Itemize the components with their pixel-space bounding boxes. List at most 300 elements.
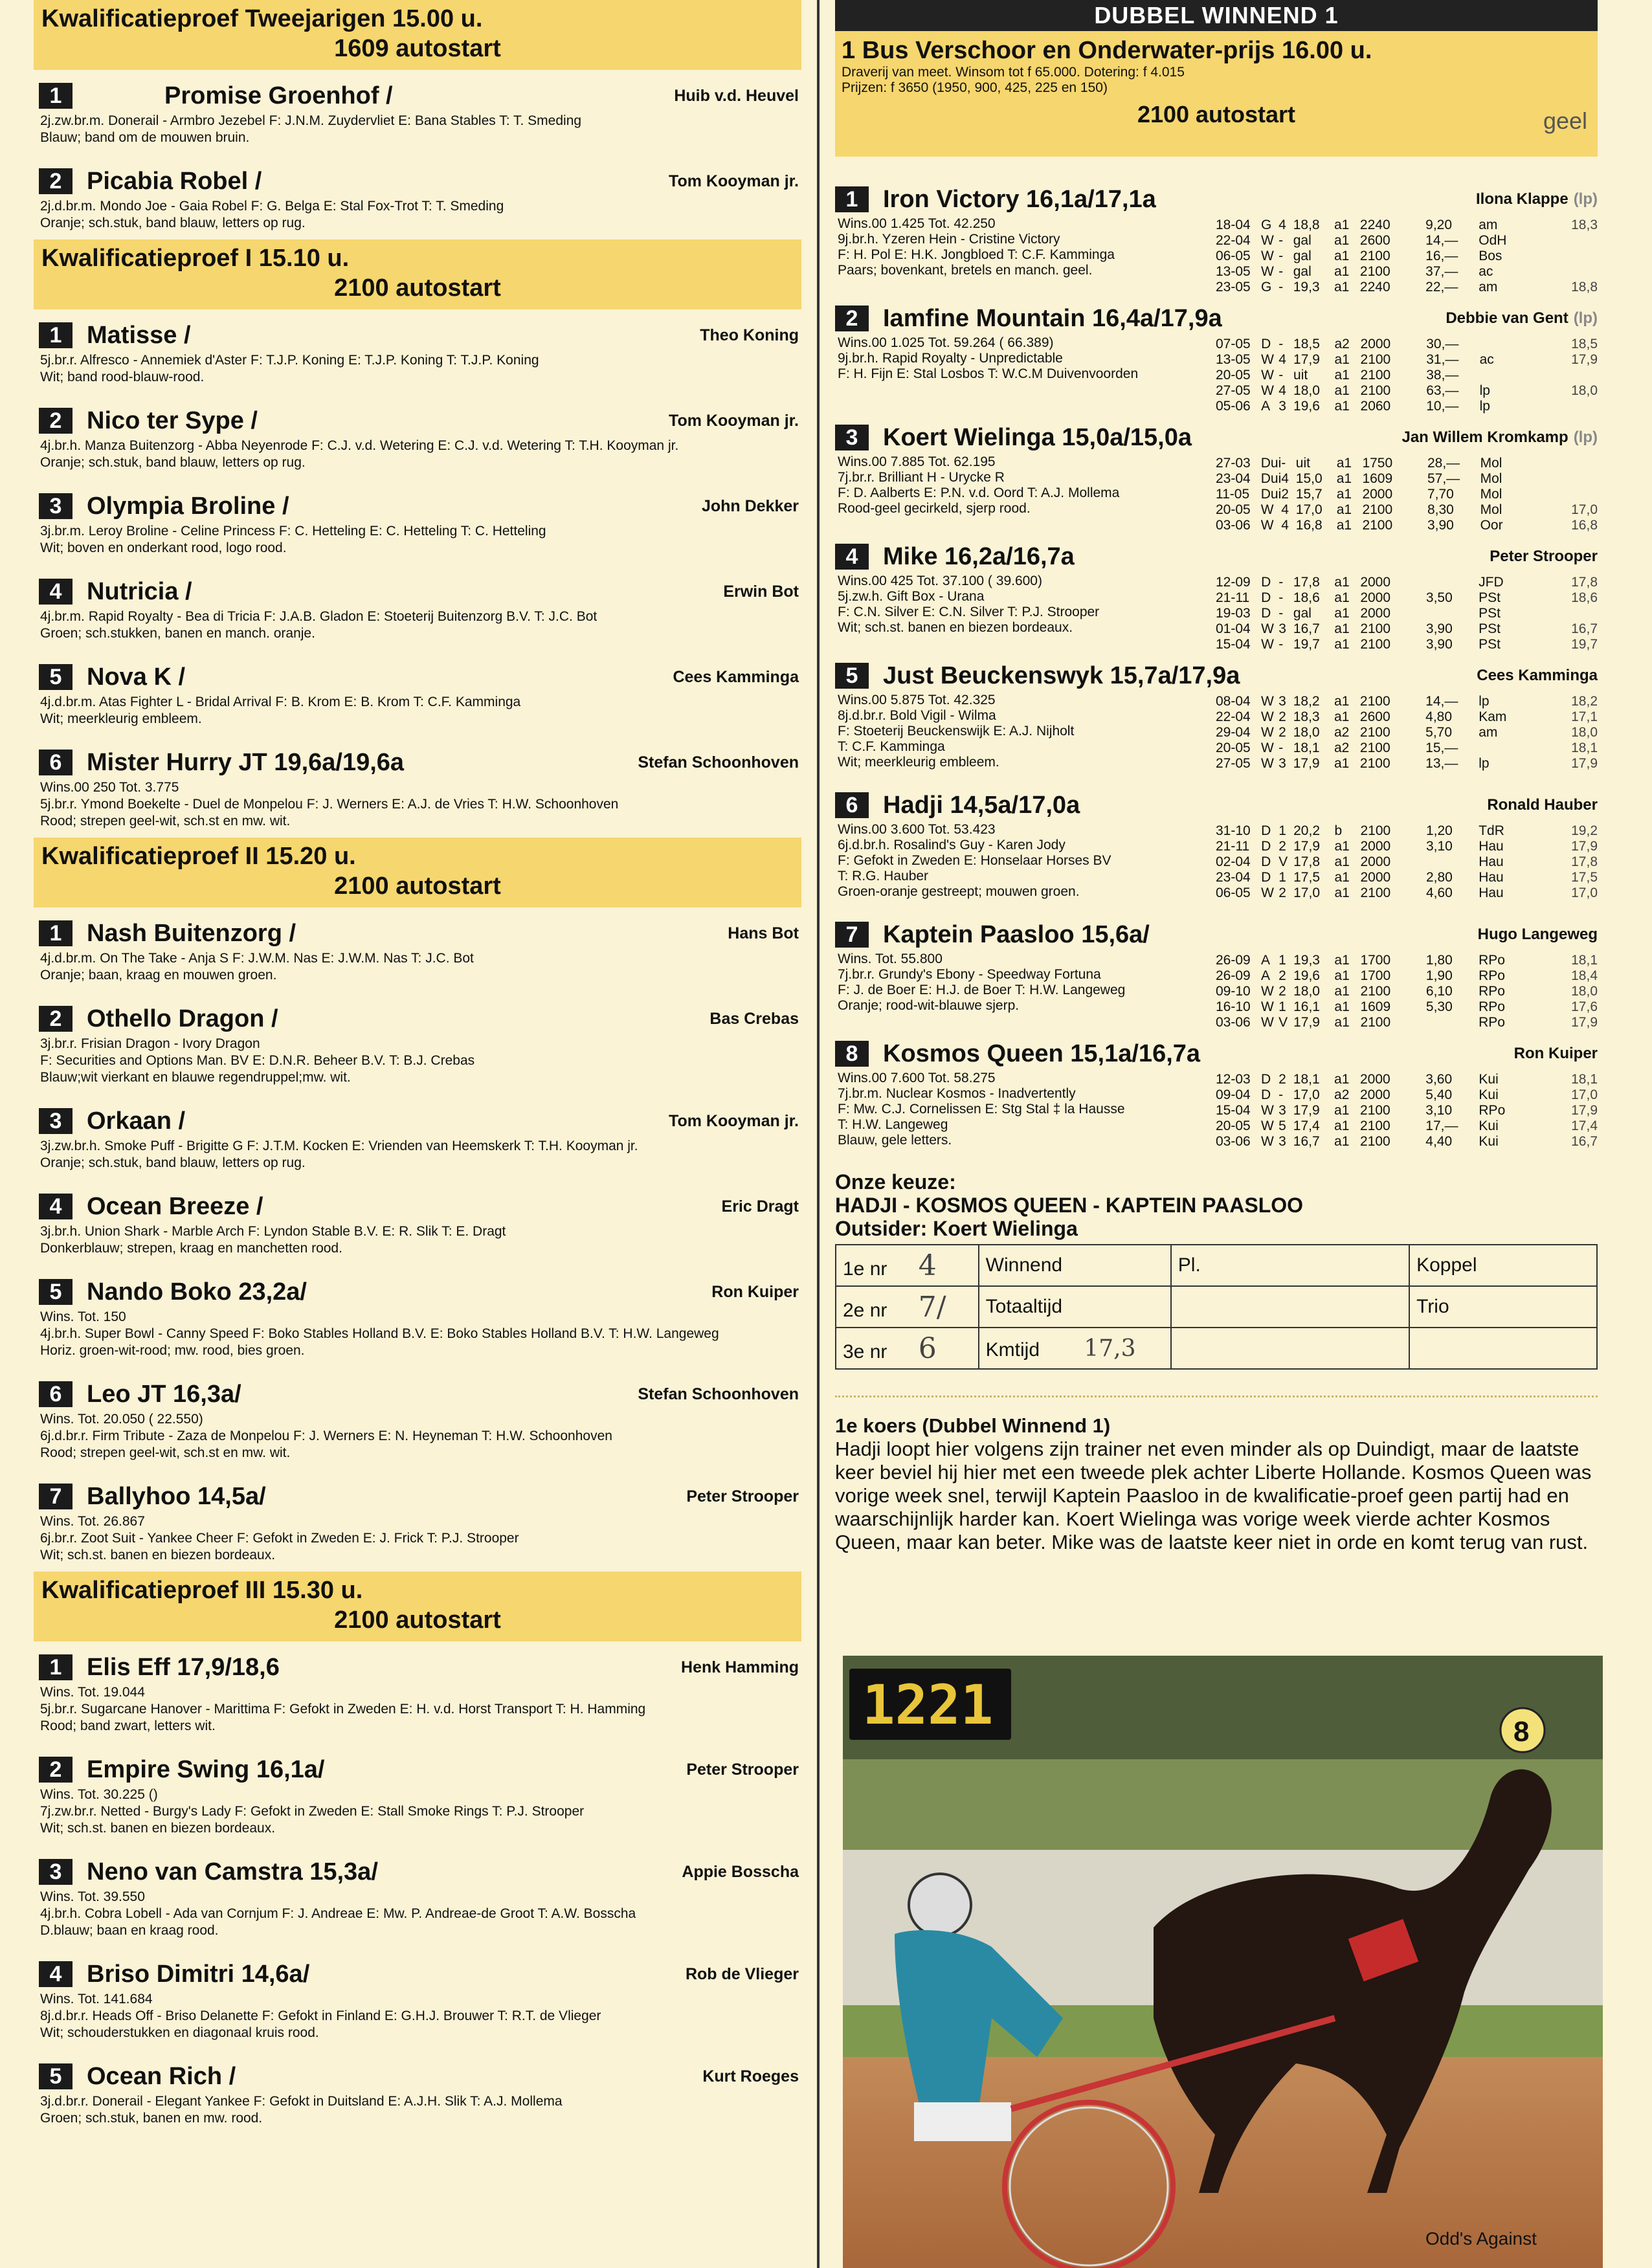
form-cell: 2000 — [1360, 870, 1391, 885]
entry-number: 4 — [835, 544, 869, 570]
form-cell: 13-05 — [1216, 352, 1251, 367]
form-cell: 19-03 — [1216, 606, 1251, 621]
form-cell: 16,— — [1425, 249, 1458, 263]
form-cell: 17,0 — [1571, 502, 1598, 517]
race-entry — [835, 918, 1598, 1037]
form-cell: 1750 — [1362, 456, 1393, 471]
entry-detail: 5j.br.r. Sugarcane Hanover - Marittima F: Gefokt in Zweden E: H. v.d. Horst Transport T: H. Hamming — [40, 1702, 646, 1717]
entry-detail: F: H. Fijn E: Stal Losbos T: W.C.M Duivenvoorden — [838, 366, 1139, 381]
form-cell: ac — [1479, 264, 1493, 279]
form-cell: - — [1278, 590, 1284, 605]
form-cell: 2240 — [1359, 280, 1390, 295]
form-cell: 3,50 — [1425, 590, 1453, 605]
entry-number: 2 — [39, 1757, 73, 1783]
entry-detail: Groen; sch.stuk, banen en mw. rood. — [40, 2111, 263, 2126]
form-cell — [1563, 399, 1598, 414]
bet-row — [836, 1328, 1597, 1369]
form-cell: W — [1261, 999, 1274, 1014]
form-cell — [1563, 606, 1598, 621]
form-cell: 17,9 — [1571, 1015, 1598, 1030]
entry-detail: Rood; band zwart, letters wit. — [40, 1718, 216, 1733]
form-cell: W — [1261, 984, 1274, 999]
entry-detail: 8j.d.br.r. Heads Off - Briso Delanette F: Gefokt in Finland E: G.H.J. Brouwer T: R.T. de Vlieger — [40, 2008, 601, 2023]
form-cell: - — [1278, 368, 1284, 383]
horse-name: Just Beuckenswyk 15,7a/17,9a — [883, 662, 1240, 689]
form-cell: 17,5 — [1293, 870, 1320, 885]
entry-detail: 5j.br.r. Alfresco - Annemiek d'Aster F: T.J.P. Koning E: T.J.P. Koning T: T.J.P. Koning — [40, 353, 539, 368]
form-cell: 2100 — [1359, 740, 1390, 755]
form-cell: 13-05 — [1216, 264, 1251, 279]
horse-entry — [34, 660, 801, 728]
race-distance: 2100 autostart — [1137, 101, 1296, 128]
form-cell: a1 — [1334, 999, 1350, 1014]
form-cell: PSt — [1479, 590, 1501, 605]
form-cell: 4 — [1281, 518, 1289, 533]
entry-detail: Oranje; sch.stuk, band blauw, letters op rug. — [40, 1155, 306, 1170]
section-title: Kwalificatieproef Tweejarigen 15.00 u. — [41, 5, 483, 32]
form-cell: 17,8 — [1571, 854, 1598, 869]
driver-name: Tom Kooyman jr. — [669, 172, 799, 190]
entry-number: 5 — [39, 664, 73, 690]
bet-table — [835, 1244, 1598, 1370]
form-cell: PSt — [1479, 637, 1501, 652]
race-entry-head — [835, 1037, 1598, 1071]
bet-right: Koppel — [1409, 1245, 1597, 1286]
form-cell: a1 — [1336, 471, 1352, 486]
form-table — [1216, 575, 1598, 652]
right-column — [835, 0, 1598, 1554]
form-table — [1216, 337, 1598, 414]
form-cell: 2100 — [1360, 621, 1391, 636]
form-cell: 2100 — [1359, 1118, 1390, 1133]
form-cell: a1 — [1334, 870, 1350, 885]
form-cell: 2100 — [1360, 984, 1391, 999]
form-cell: V — [1278, 854, 1288, 869]
form-cell: 17,9 — [1571, 756, 1598, 771]
form-cell: 29-04 — [1216, 725, 1251, 740]
form-cell: D — [1261, 870, 1271, 885]
entry-detail: 7j.br.r. Brilliant H - Urycke R — [838, 470, 1005, 485]
horse-name: Ocean Breeze / — [87, 1192, 263, 1220]
form-cell: RPo — [1479, 1103, 1506, 1118]
entry-detail: 5j.zw.h. Gift Box - Urana — [838, 589, 985, 604]
form-cell: 08-04 — [1216, 694, 1251, 709]
section-subtitle: 2100 autostart — [334, 274, 501, 302]
form-cell: b — [1334, 823, 1343, 838]
form-cell: a1 — [1334, 249, 1350, 263]
form-cell: 3,60 — [1425, 1072, 1453, 1087]
form-cell: 18,6 — [1293, 590, 1320, 605]
form-row — [1216, 740, 1598, 756]
form-cell: 06-05 — [1216, 249, 1251, 263]
form-cell: - — [1278, 1087, 1284, 1102]
form-cell: 28,— — [1427, 456, 1460, 471]
horse-entry — [34, 1753, 801, 1837]
form-row — [1216, 471, 1598, 487]
form-cell: Hau — [1479, 839, 1504, 854]
form-cell: 2600 — [1359, 709, 1390, 724]
form-cell: 01-04 — [1216, 621, 1251, 636]
form-cell: 31,— — [1426, 352, 1459, 367]
driver-name — [1487, 796, 1598, 814]
entry-detail: Wins. Tot. 20.050 ( 22.550) — [40, 1412, 203, 1427]
form-cell: 2000 — [1360, 606, 1391, 621]
entry-info — [838, 454, 1226, 517]
form-cell: D — [1261, 590, 1271, 605]
form-table — [1216, 953, 1598, 1030]
form-cell: 5 — [1278, 1118, 1286, 1133]
driver-name: Peter Strooper — [686, 1487, 799, 1506]
entry-number: 5 — [39, 2063, 73, 2089]
form-cell: a1 — [1334, 1015, 1350, 1030]
form-cell: G — [1260, 217, 1272, 232]
entry-detail: Blauw, gele letters. — [838, 1133, 952, 1148]
form-cell: 17,9 — [1293, 1103, 1320, 1118]
form-cell: W — [1260, 756, 1274, 771]
bet-label: Kmtijd 17,3 — [979, 1328, 1171, 1369]
form-cell: 18,8 — [1571, 280, 1598, 295]
entry-detail: 4j.br.h. Super Bowl - Canny Speed F: Boko Stables Holland B.V. E: Boko Stables Holland B.V. T: H.W. Langeweg — [40, 1326, 719, 1341]
form-cell: 16,7 — [1571, 1134, 1598, 1149]
form-cell: 15,0 — [1295, 471, 1323, 486]
form-cell: 15-04 — [1216, 637, 1251, 652]
form-row — [1216, 999, 1598, 1015]
form-cell — [1563, 456, 1598, 471]
form-cell: 1,90 — [1425, 968, 1453, 983]
horse-entry — [34, 2060, 801, 2127]
form-cell: Mol — [1480, 487, 1502, 502]
bet-spacer — [1297, 1245, 1409, 1286]
entry-detail: Wins.00 7.600 Tot. 58.275 — [838, 1071, 996, 1085]
form-cell: 20-05 — [1216, 368, 1251, 383]
form-row — [1216, 456, 1598, 471]
form-row — [1216, 870, 1598, 885]
entry-line — [39, 1002, 796, 1036]
form-cell: 16,7 — [1293, 621, 1320, 636]
entry-number: 4 — [39, 1194, 73, 1219]
form-cell: A — [1261, 968, 1271, 983]
form-cell: 1 — [1278, 823, 1286, 838]
form-cell: - — [1278, 233, 1284, 248]
form-cell: 18,8 — [1293, 217, 1320, 232]
form-cell: 2100 — [1359, 725, 1390, 740]
entry-line — [39, 2060, 796, 2093]
hand-note: 6 — [918, 1331, 937, 1365]
horse-name: Elis Eff 17,9/18,6 — [87, 1653, 280, 1681]
form-cell: 18,1 — [1293, 1072, 1320, 1087]
form-row — [1216, 968, 1598, 984]
entry-detail: Wins. Tot. 19.044 — [40, 1685, 145, 1700]
form-cell: a1 — [1334, 637, 1350, 652]
entry-detail: 9j.br.h. Yzeren Hein - Cristine Victory — [838, 232, 1060, 247]
form-cell: 06-05 — [1216, 885, 1251, 900]
horse-entry — [34, 746, 801, 830]
entry-detail: Wit; sch.st. banen en biezen bordeaux. — [40, 1548, 276, 1562]
entry-detail: Rood; strepen geel-wit, sch.st en mw. wit. — [40, 814, 291, 828]
entry-detail: Wins.00 425 Tot. 37.100 ( 39.600) — [838, 573, 1042, 588]
driver-name: Eric Dragt — [721, 1197, 799, 1216]
entry-detail: 8j.d.br.r. Bold Vigil - Wilma — [838, 708, 996, 723]
form-cell: 18,0 — [1293, 984, 1320, 999]
form-cell: 4,60 — [1425, 885, 1453, 900]
form-cell: Hau — [1479, 870, 1504, 885]
form-cell: 1 — [1278, 870, 1286, 885]
form-cell: W — [1261, 368, 1274, 383]
form-cell: a1 — [1334, 709, 1350, 724]
entry-detail: 7j.br.r. Grundy's Ebony - Speedway Fortuna — [838, 967, 1101, 982]
form-cell: 17,9 — [1293, 1015, 1320, 1030]
form-cell: 5,70 — [1425, 725, 1453, 740]
entry-detail: Blauw;wit vierkant en blauwe regendruppel;mw. wit. — [40, 1070, 351, 1085]
form-cell: JFD — [1479, 575, 1504, 590]
entry-detail: 9j.br.h. Rapid Royalty - Unpredictable — [838, 351, 1063, 366]
form-cell: 7,70 — [1427, 487, 1454, 502]
form-cell: 15-04 — [1216, 1103, 1251, 1118]
driver-name: John Dekker — [701, 497, 799, 515]
entry-number: 1 — [835, 186, 869, 212]
race-entry — [835, 421, 1598, 540]
form-cell: 19,7 — [1293, 637, 1320, 652]
form-row — [1216, 1118, 1598, 1134]
form-cell — [1426, 1015, 1479, 1030]
form-cell: a1 — [1334, 1118, 1350, 1133]
form-cell: 18,1 — [1571, 740, 1598, 755]
form-cell: 18,0 — [1571, 725, 1598, 740]
race-conditions-2: Prijzen: f 3650 (1950, 900, 425, 225 en 150) — [842, 80, 1108, 95]
horse-entry — [34, 404, 801, 471]
entry-detail: T: C.F. Kamminga — [838, 739, 945, 754]
form-cell: W — [1260, 694, 1274, 709]
form-cell: W — [1261, 352, 1274, 367]
form-cell: - — [1278, 606, 1284, 621]
horse-name: Kosmos Queen 15,1a/16,7a — [883, 1040, 1201, 1067]
form-cell: 2100 — [1360, 352, 1391, 367]
form-cell: 14,— — [1425, 694, 1458, 709]
horse-name: Neno van Camstra 15,3a/ — [87, 1858, 378, 1885]
entry-detail: Wit; meerkleurig embleem. — [40, 711, 202, 726]
form-cell: a1 — [1334, 368, 1350, 383]
form-cell: 17,6 — [1571, 999, 1598, 1014]
form-cell: 3,90 — [1425, 637, 1453, 652]
form-cell: W — [1261, 1103, 1274, 1118]
entry-number: 6 — [39, 1381, 73, 1407]
form-cell: 19,7 — [1571, 637, 1598, 652]
entry-detail: 5j.br.r. Ymond Boekelte - Duel de Monpelou F: J. Werners E: A.J. de Vries T: H.W. Schoonhoven — [40, 797, 619, 812]
form-cell: Dui — [1260, 471, 1282, 486]
form-cell — [1480, 337, 1563, 352]
entry-detail: 3j.br.h. Union Shark - Marble Arch F: Lyndon Stable B.V. E: R. Slik T: E. Dragt — [40, 1224, 506, 1239]
form-cell: 16-10 — [1216, 999, 1251, 1014]
form-cell: 2100 — [1359, 264, 1390, 279]
race-entry-head — [835, 788, 1598, 822]
form-cell: 27-03 — [1216, 456, 1251, 471]
form-cell: 18,2 — [1293, 694, 1320, 709]
hand-note-kmtijd: 17,3 — [1084, 1335, 1136, 1362]
form-table — [1216, 456, 1598, 533]
form-cell: RPo — [1479, 1015, 1505, 1030]
form-cell: 1700 — [1360, 953, 1391, 968]
entry-line — [39, 575, 796, 608]
entry-info — [838, 335, 1226, 397]
form-cell: Dui — [1260, 487, 1282, 502]
form-cell: a1 — [1334, 399, 1350, 414]
form-row — [1216, 1015, 1598, 1030]
form-cell: D — [1261, 575, 1271, 590]
form-cell: 02-04 — [1216, 854, 1251, 869]
form-cell: 18,0 — [1293, 383, 1320, 398]
form-cell: a1 — [1334, 694, 1350, 709]
driver-name: Peter Strooper — [686, 1761, 799, 1779]
form-cell: 22-04 — [1216, 233, 1251, 248]
entry-detail: 4j.br.h. Cobra Lobell - Ada van Cornjum F: J. Andreae E: Mw. P. Andreae-de Groot T: A.W. Bosscha — [40, 1906, 636, 1921]
form-cell: 2100 — [1360, 1015, 1391, 1030]
race-color: geel — [1543, 107, 1587, 134]
form-row — [1216, 217, 1598, 233]
form-cell: Dui — [1260, 456, 1282, 471]
entry-detail: Oranje; sch.stuk, band blauw, letters op rug. — [40, 216, 306, 230]
driver-name: Henk Hamming — [681, 1658, 799, 1676]
saddle-number: 8 — [1513, 1716, 1530, 1748]
form-cell: 2100 — [1360, 637, 1391, 652]
horse-name: Nash Buitenzorg / — [87, 919, 296, 947]
form-cell: 19,2 — [1571, 823, 1598, 838]
form-cell: a1 — [1336, 487, 1352, 502]
horse-entry — [34, 1855, 801, 1939]
form-cell: a2 — [1334, 1087, 1350, 1102]
form-row — [1216, 854, 1598, 870]
driver-name: Rob de Vlieger — [685, 1965, 799, 1983]
form-cell: a1 — [1336, 518, 1352, 533]
form-cell: Mol — [1480, 502, 1502, 517]
form-cell: 2000 — [1360, 575, 1391, 590]
form-cell: 2000 — [1360, 337, 1391, 351]
race-entry — [835, 659, 1598, 788]
form-cell: gal — [1293, 606, 1312, 621]
form-cell: - — [1281, 456, 1286, 471]
left-column — [34, 0, 801, 2127]
horse-name: Othello Dragon / — [87, 1005, 278, 1032]
form-row — [1216, 606, 1598, 621]
entry-detail: Wins.00 1.425 Tot. 42.250 — [838, 216, 996, 231]
form-row — [1216, 337, 1598, 352]
entry-detail: F: Mw. C.J. Cornelissen E: Stg Stal ‡ la Hausse — [838, 1102, 1125, 1117]
driver-name — [1514, 1045, 1598, 1063]
form-cell: a1 — [1334, 606, 1350, 621]
entry-detail: Wit; schouderstukken en diagonaal kruis rood. — [40, 2025, 319, 2040]
form-cell: lp — [1479, 694, 1490, 709]
form-cell: 03-06 — [1216, 1134, 1251, 1149]
form-cell: a1 — [1334, 1072, 1350, 1087]
form-cell — [1426, 854, 1479, 870]
entry-detail: Wit; sch.st. banen en biezen bordeaux. — [40, 1821, 276, 1836]
form-cell: 17,0 — [1293, 1087, 1320, 1102]
entry-detail: 3j.zw.br.h. Smoke Puff - Brigitte G F: J.T.M. Kocken E: Vrienden van Heemskerk T: T.H. Kooyman jr. — [40, 1139, 638, 1153]
form-cell: W — [1261, 885, 1274, 900]
form-cell: 17,1 — [1571, 709, 1598, 724]
driver-name: Kurt Roeges — [702, 2067, 799, 2085]
form-cell: 15,7 — [1295, 487, 1323, 502]
form-cell: RPo — [1479, 999, 1505, 1014]
horse-entry — [34, 489, 801, 557]
form-cell: 17,0 — [1571, 885, 1598, 900]
section-subtitle: 2100 autostart — [334, 1606, 501, 1634]
form-cell: 17,5 — [1571, 870, 1598, 885]
bet-extra — [1171, 1286, 1409, 1328]
entry-number: 7 — [39, 1484, 73, 1509]
entry-number: 4 — [39, 1961, 73, 1987]
form-row — [1216, 709, 1598, 725]
entry-number: 5 — [39, 1279, 73, 1305]
form-cell: 2100 — [1359, 249, 1390, 263]
horse-name: Matisse / — [87, 321, 191, 349]
entry-number: 6 — [835, 792, 869, 818]
entry-detail: D.blauw; baan en kraag rood. — [40, 1923, 219, 1938]
driver-name: Huib v.d. Heuvel — [674, 87, 799, 105]
form-cell: 3,10 — [1425, 839, 1453, 854]
form-cell: W — [1261, 1015, 1274, 1030]
form-cell — [1563, 368, 1598, 383]
horse-name: Nova K / — [87, 663, 186, 691]
entry-detail: 2j.d.br.m. Mondo Joe - Gaia Robel F: G. Belga E: Stal Fox-Trot T: T. Smeding — [40, 199, 504, 214]
form-cell: 27-05 — [1216, 756, 1251, 771]
horse-name: Mister Hurry JT 19,6a/19,6a — [87, 748, 405, 776]
driver-label: Hugo Langeweg — [1477, 926, 1598, 943]
form-cell: 16,7 — [1293, 1134, 1320, 1149]
horse-entry — [34, 1275, 801, 1359]
form-row — [1216, 637, 1598, 652]
entry-number: 1 — [39, 83, 73, 109]
section-header — [34, 0, 801, 70]
form-row — [1216, 885, 1598, 901]
form-cell: Kui — [1479, 1118, 1499, 1133]
horse-name: Picabia Robel / — [87, 167, 262, 195]
entry-number: 2 — [835, 306, 869, 331]
form-cell: a1 — [1334, 1103, 1350, 1118]
horse-name: Nico ter Sype / — [87, 406, 258, 434]
form-cell: 1609 — [1362, 471, 1393, 486]
entry-detail: Blauw; band om de mouwen bruin. — [40, 130, 250, 145]
form-row — [1216, 839, 1598, 854]
form-cell: 10,— — [1426, 399, 1459, 414]
entry-detail: 3j.br.r. Frisian Dragon - Ivory Dragon — [40, 1036, 260, 1051]
form-cell: 12-03 — [1216, 1072, 1251, 1087]
form-cell — [1563, 471, 1598, 487]
form-row — [1216, 233, 1598, 249]
form-cell: 2100 — [1359, 1134, 1390, 1149]
entry-line — [39, 1753, 796, 1786]
form-cell: 16,8 — [1295, 518, 1323, 533]
horse-name: Empire Swing 16,1a/ — [87, 1755, 325, 1783]
horse-name: Ocean Rich / — [87, 2062, 236, 2090]
horse-entry — [34, 1190, 801, 1257]
entry-detail: Wit; band rood-blauw-rood. — [40, 370, 205, 384]
keuze-block — [835, 1170, 1598, 1370]
form-row — [1216, 368, 1598, 383]
form-cell: 11-05 — [1216, 487, 1250, 502]
bet-right — [1409, 1328, 1597, 1369]
driver-name — [1401, 428, 1598, 447]
form-cell: 2000 — [1360, 590, 1391, 605]
form-cell: 18,5 — [1571, 337, 1598, 351]
form-cell: D — [1261, 854, 1271, 869]
form-cell: W — [1261, 1134, 1274, 1149]
entry-detail: Groen; sch.stukken, banen en manch. oranje. — [40, 626, 315, 641]
form-cell: 3,90 — [1425, 621, 1453, 636]
race-entry-head — [835, 540, 1598, 573]
form-cell: 14,— — [1425, 233, 1458, 248]
race-info-box — [835, 31, 1598, 157]
form-row — [1216, 383, 1598, 399]
